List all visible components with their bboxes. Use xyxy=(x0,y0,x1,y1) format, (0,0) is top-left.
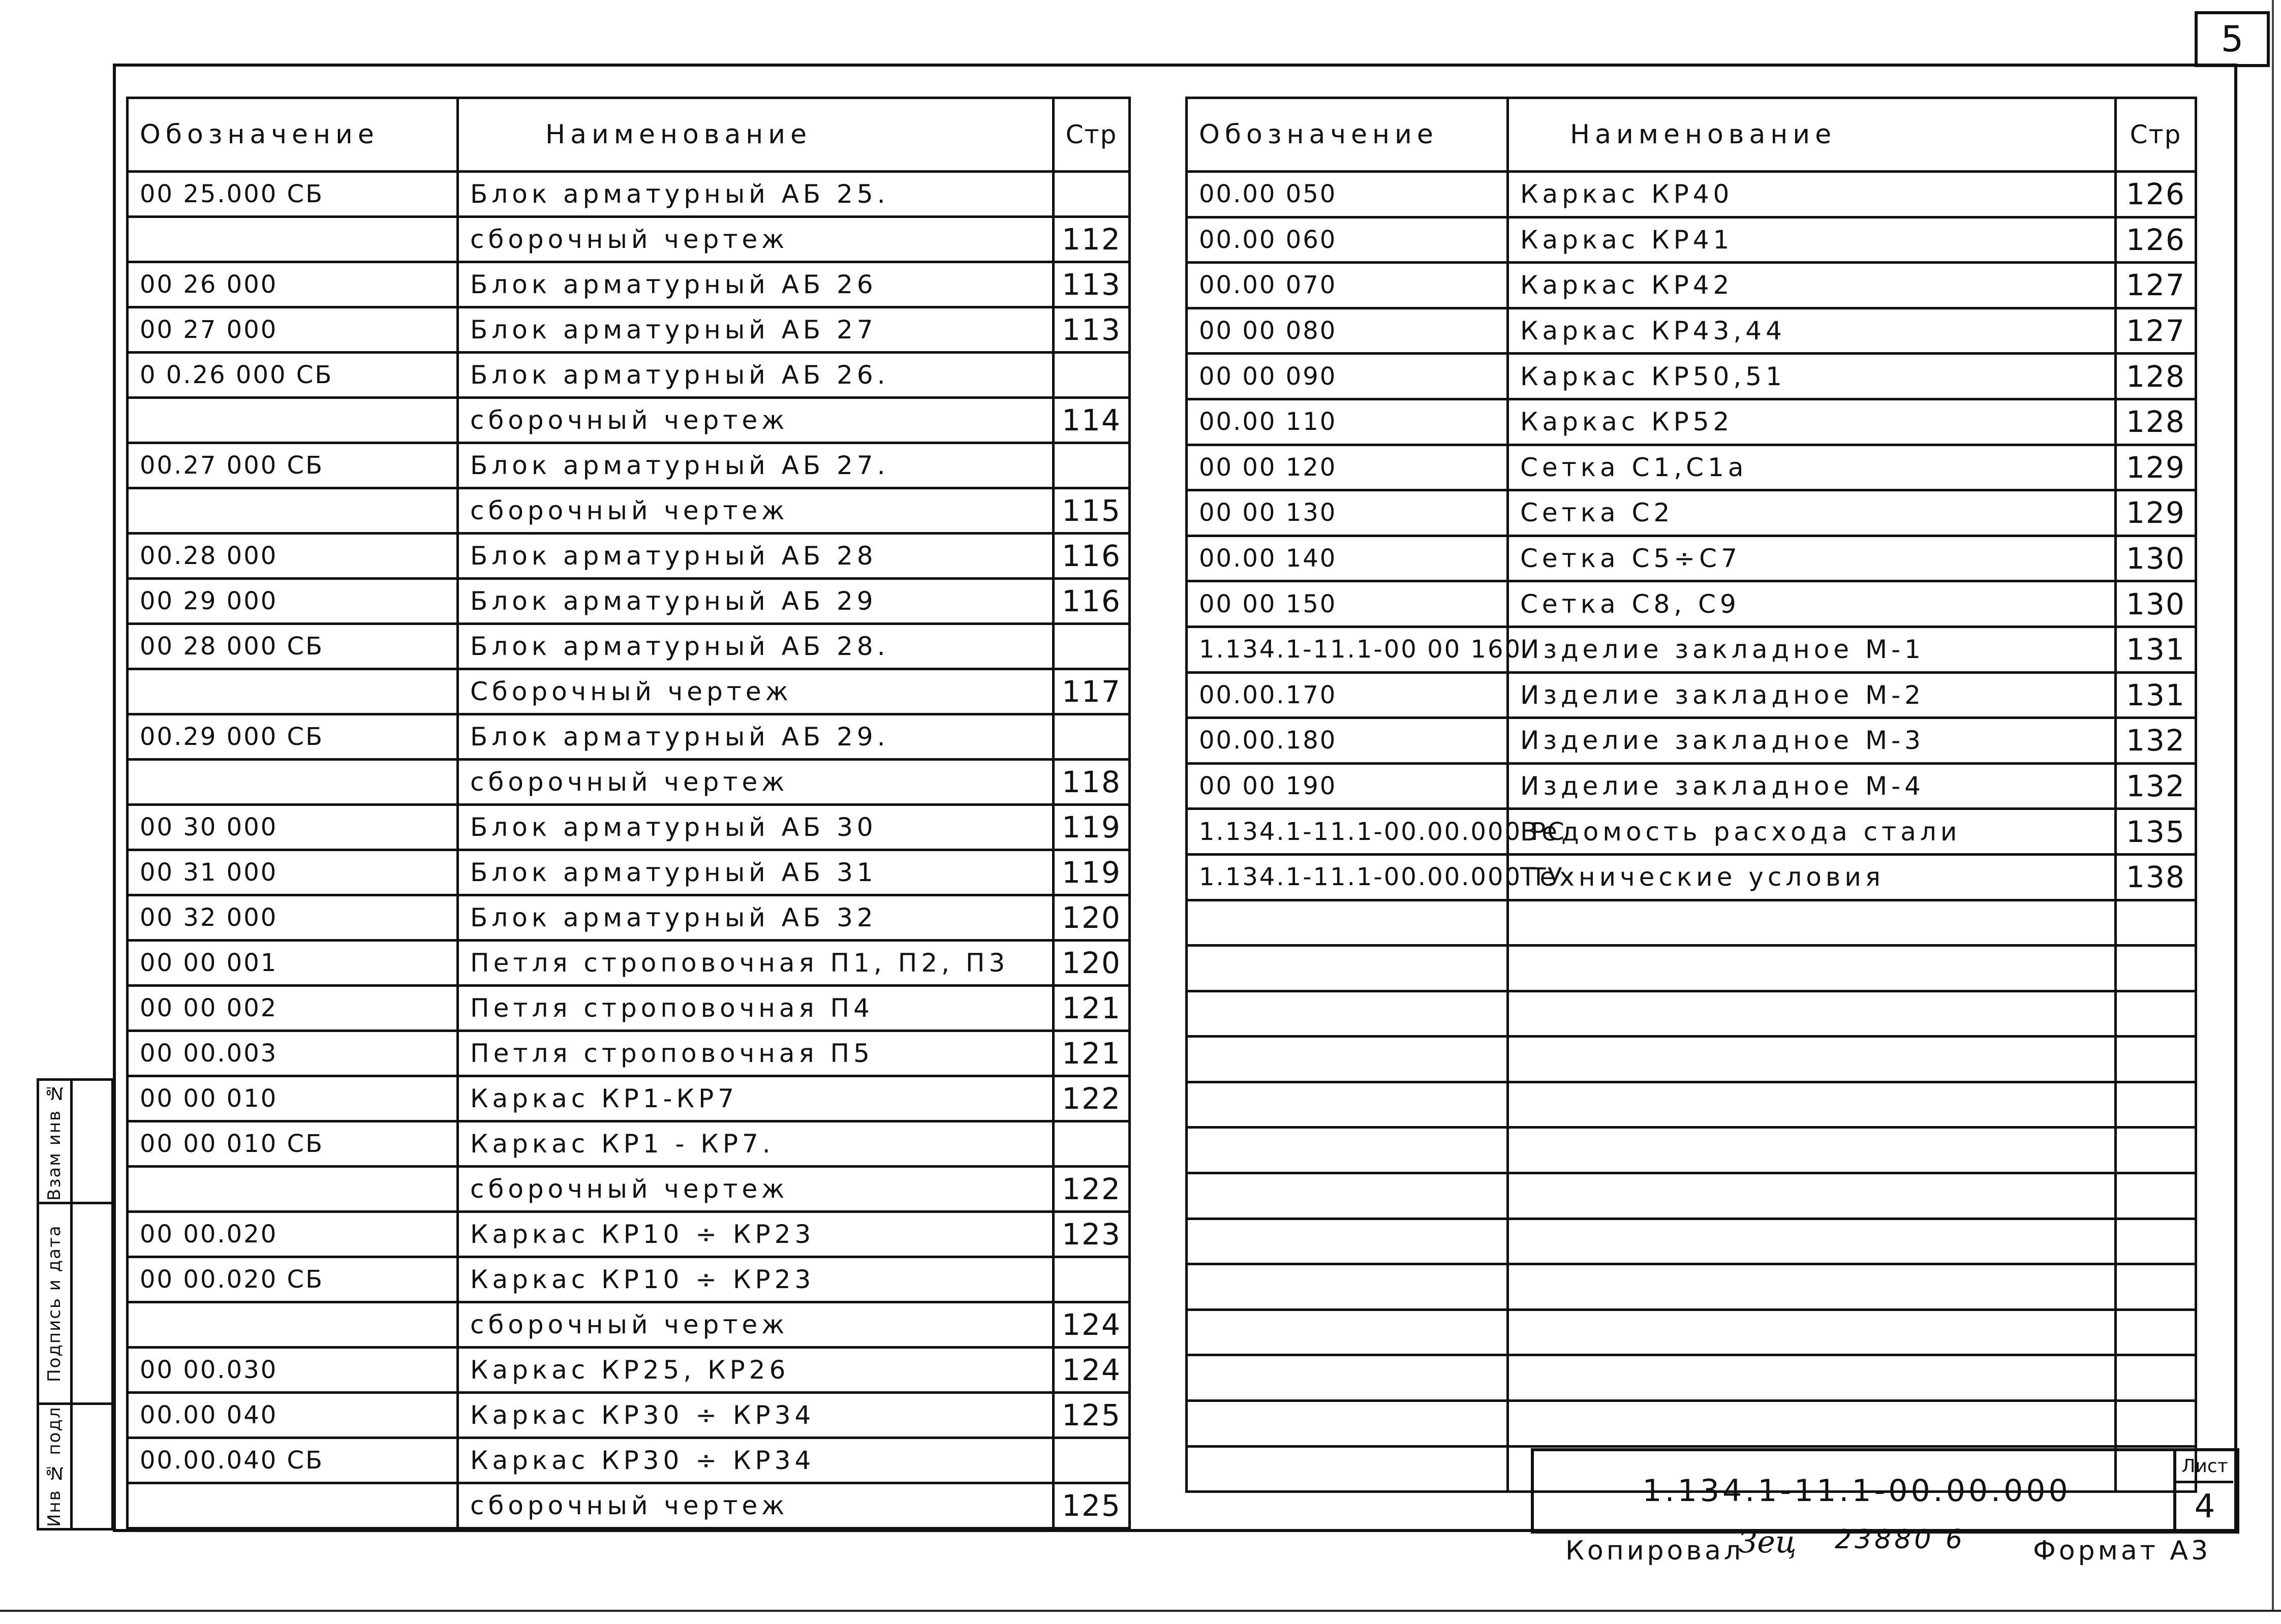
sheet-label: Лист xyxy=(2176,1451,2233,1483)
name-cell: Изделие закладное М-2 xyxy=(1508,672,2116,718)
name-cell: Блок арматурный АБ 32 xyxy=(458,895,1054,941)
name-cell xyxy=(1508,946,2116,991)
designation-cell: 00 00 150 xyxy=(1187,581,1508,627)
designation-cell xyxy=(128,1302,458,1348)
name-cell xyxy=(1508,900,2116,946)
name-cell xyxy=(1508,1355,2116,1401)
page-cell: 112 xyxy=(1054,217,1130,262)
page-cell: 119 xyxy=(1054,805,1130,850)
replacement-inventory-label: Взам инв № xyxy=(44,1082,65,1201)
page-cell: 124 xyxy=(1054,1348,1130,1393)
designation-cell: 0 0.26 000 СБ xyxy=(128,353,458,398)
header-designation: Обозначение xyxy=(1187,98,1508,172)
name-cell: сборочный чертеж xyxy=(458,1483,1054,1528)
name-cell: Каркас КР43,44 xyxy=(1508,308,2116,354)
page-cell xyxy=(1054,1121,1130,1167)
designation-cell: 00 28 000 СБ xyxy=(128,624,458,669)
table-row xyxy=(1187,581,2196,627)
page-cell: 126 xyxy=(2116,217,2196,263)
page-cell: 119 xyxy=(1054,850,1130,895)
designation-cell xyxy=(128,760,458,805)
name-cell: Сетка С5÷С7 xyxy=(1508,536,2116,581)
designation-cell: 00.00 140 xyxy=(1187,536,1508,581)
page-cell: 124 xyxy=(1054,1302,1130,1348)
table-row xyxy=(128,398,1130,443)
page-cell: 126 xyxy=(2116,172,2196,217)
header-name: Наименование xyxy=(458,98,1054,172)
table-row xyxy=(1187,308,2196,354)
designation-cell xyxy=(1187,1173,1508,1219)
designation-cell: 00 27 000 xyxy=(128,307,458,353)
designation-cell: 00.00.170 xyxy=(1187,672,1508,718)
designation-cell: 00 00 130 xyxy=(1187,490,1508,536)
table-row xyxy=(128,353,1130,398)
table-row xyxy=(1187,1128,2196,1173)
designation-cell: 00 00 090 xyxy=(1187,354,1508,399)
table-row xyxy=(128,1076,1130,1121)
bottom-rule xyxy=(0,1610,2281,1612)
designation-cell: 00 32 000 xyxy=(128,895,458,941)
designation-cell: 00 00.030 xyxy=(128,1348,458,1393)
name-cell: Блок арматурный АБ 29 xyxy=(458,579,1054,624)
page-cell: 116 xyxy=(1054,579,1130,624)
designation-cell: 00 00 120 xyxy=(1187,445,1508,490)
page-cell: 116 xyxy=(1054,534,1130,579)
table-row xyxy=(1187,627,2196,672)
page-cell: 138 xyxy=(2116,854,2196,900)
name-cell: сборочный чертеж xyxy=(458,1167,1054,1212)
designation-cell xyxy=(1187,1401,1508,1447)
page-cell: 127 xyxy=(2116,308,2196,354)
name-cell: Блок арматурный АБ 28 xyxy=(458,534,1054,579)
designation-cell xyxy=(1187,946,1508,991)
page-cell: 130 xyxy=(2116,581,2196,627)
designation-cell: 00.27 000 СБ xyxy=(128,443,458,488)
page-cell xyxy=(2116,900,2196,946)
page-cell xyxy=(2116,1037,2196,1082)
page-cell: 122 xyxy=(1054,1167,1130,1212)
page-cell: 114 xyxy=(1054,398,1130,443)
name-cell: Блок арматурный АБ 26. xyxy=(458,353,1054,398)
name-cell: Ведомость расхода стали xyxy=(1508,809,2116,855)
page-number-box xyxy=(2195,11,2270,67)
name-cell: Блок арматурный АБ 28. xyxy=(458,624,1054,669)
name-cell xyxy=(1508,1401,2116,1447)
table-row xyxy=(1187,1082,2196,1128)
table-row xyxy=(1187,172,2196,217)
table-row xyxy=(128,1348,1130,1393)
name-cell: Каркас КР1 - КР7. xyxy=(458,1121,1054,1167)
title-block xyxy=(1531,1448,2239,1534)
page-cell xyxy=(2116,1082,2196,1128)
table-row xyxy=(128,1121,1130,1167)
table-row xyxy=(128,1212,1130,1257)
name-cell: Каркас КР41 xyxy=(1508,217,2116,263)
designation-cell: 00 00 080 xyxy=(1187,308,1508,354)
name-cell: Сборочный чертеж xyxy=(458,669,1054,714)
designation-cell xyxy=(128,1483,458,1528)
name-cell xyxy=(1508,1309,2116,1355)
designation-cell xyxy=(1187,900,1508,946)
designation-cell xyxy=(1187,1309,1508,1355)
page-cell: 123 xyxy=(1054,1212,1130,1257)
header-page: Стр xyxy=(1054,98,1130,172)
designation-cell xyxy=(1187,1446,1508,1492)
designation-cell: 00.00 060 xyxy=(1187,217,1508,263)
designation-cell: 00.00.040 СБ xyxy=(128,1438,458,1483)
page-cell: 113 xyxy=(1054,262,1130,307)
name-cell: Блок арматурный АБ 27. xyxy=(458,443,1054,488)
designation-cell xyxy=(1187,1219,1508,1264)
header-designation: Обозначение xyxy=(128,98,458,172)
table-row xyxy=(128,579,1130,624)
designation-cell: 00.00 110 xyxy=(1187,399,1508,445)
designation-cell xyxy=(128,1167,458,1212)
sheet-number: 4 xyxy=(2194,1488,2215,1525)
order-number: 23880 6 xyxy=(1835,1524,1966,1555)
designation-cell xyxy=(1187,1128,1508,1173)
name-cell: Каркас КР10 ÷ КР23 xyxy=(458,1257,1054,1302)
table-row xyxy=(128,262,1130,307)
document-code: 1.134.1-11.1-00.00.000 xyxy=(1642,1473,2071,1509)
page-cell: 117 xyxy=(1054,669,1130,714)
page-cell: 130 xyxy=(2116,536,2196,581)
page-cell: 129 xyxy=(2116,490,2196,536)
table-row xyxy=(128,1031,1130,1076)
name-cell: Каркас КР30 ÷ КР34 xyxy=(458,1393,1054,1438)
designation-cell: 00 00.020 xyxy=(128,1212,458,1257)
name-cell: Каркас КР1-КР7 xyxy=(458,1076,1054,1121)
page-cell: 115 xyxy=(1054,488,1130,534)
designation-cell: 00 26 000 xyxy=(128,262,458,307)
table-row xyxy=(1187,1401,2196,1447)
designation-cell xyxy=(128,398,458,443)
page-cell xyxy=(2116,1128,2196,1173)
header-name: Наименование xyxy=(1508,98,2116,172)
name-cell: Петля строповочная П5 xyxy=(458,1031,1054,1076)
name-cell: Блок арматурный АБ 29. xyxy=(458,714,1054,760)
name-cell xyxy=(1508,1082,2116,1128)
page-cell xyxy=(1054,1257,1130,1302)
page-cell xyxy=(1054,624,1130,669)
name-cell xyxy=(1508,991,2116,1037)
page-cell: 113 xyxy=(1054,307,1130,353)
page-cell xyxy=(2116,946,2196,991)
table-row xyxy=(128,443,1130,488)
name-cell: Изделие закладное М-4 xyxy=(1508,763,2116,809)
page-cell xyxy=(1054,443,1130,488)
sheet-edge-line xyxy=(2272,0,2274,1610)
name-cell: Каркас КР50,51 xyxy=(1508,354,2116,399)
designation-cell xyxy=(1187,991,1508,1037)
name-cell: Изделие закладное М-3 xyxy=(1508,718,2116,764)
table-row xyxy=(1187,1309,2196,1355)
table-row xyxy=(1187,445,2196,490)
table-row xyxy=(128,534,1130,579)
page-cell xyxy=(1054,1438,1130,1483)
table-row xyxy=(128,760,1130,805)
name-cell: Сетка С1,С1а xyxy=(1508,445,2116,490)
margin-stamp xyxy=(37,1078,114,1531)
name-cell: сборочный чертеж xyxy=(458,488,1054,534)
table-row xyxy=(128,488,1130,534)
name-cell: Каркас КР25, КР26 xyxy=(458,1348,1054,1393)
table-row xyxy=(128,217,1130,262)
designation-cell: 1.134.1-11.1-00.00.000 ТУ xyxy=(1187,854,1508,900)
page-cell: 129 xyxy=(2116,445,2196,490)
page-cell: 120 xyxy=(1054,941,1130,986)
page-cell xyxy=(1054,353,1130,398)
page-cell: 125 xyxy=(1054,1483,1130,1528)
name-cell xyxy=(1508,1037,2116,1082)
designation-cell xyxy=(1187,1037,1508,1082)
name-cell xyxy=(1508,1219,2116,1264)
designation-cell: 00 00 010 СБ xyxy=(128,1121,458,1167)
page-cell xyxy=(1054,714,1130,760)
copier-signature: Зец xyxy=(1738,1524,1797,1560)
designation-cell xyxy=(1187,1082,1508,1128)
table-row xyxy=(1187,1355,2196,1401)
name-cell: Сетка С8, С9 xyxy=(1508,581,2116,627)
designation-cell xyxy=(128,488,458,534)
table-row xyxy=(128,714,1130,760)
left-contents-table xyxy=(126,97,1131,1529)
table-row xyxy=(128,941,1130,986)
designation-cell: 00.00 070 xyxy=(1187,263,1508,308)
table-row xyxy=(1187,1173,2196,1219)
table-row xyxy=(1187,1037,2196,1082)
name-cell xyxy=(1508,1128,2116,1173)
table-row xyxy=(1187,490,2196,536)
name-cell: Блок арматурный АБ 31 xyxy=(458,850,1054,895)
page-cell xyxy=(2116,1264,2196,1310)
table-row xyxy=(128,1167,1130,1212)
table-row xyxy=(1187,809,2196,855)
name-cell: Каркас КР10 ÷ КР23 xyxy=(458,1212,1054,1257)
table-row xyxy=(128,1483,1130,1528)
name-cell: сборочный чертеж xyxy=(458,398,1054,443)
designation-cell: 00 31 000 xyxy=(128,850,458,895)
format-label: Формат А3 xyxy=(2033,1536,2211,1566)
name-cell: Сетка С2 xyxy=(1508,490,2116,536)
designation-cell xyxy=(128,669,458,714)
page-cell: 127 xyxy=(2116,263,2196,308)
table-row xyxy=(1187,946,2196,991)
name-cell xyxy=(1508,1264,2116,1310)
name-cell: Технические условия xyxy=(1508,854,2116,900)
table-row xyxy=(1187,900,2196,946)
name-cell: Блок арматурный АБ 30 xyxy=(458,805,1054,850)
page-cell xyxy=(2116,1355,2196,1401)
table-row xyxy=(1187,854,2196,900)
table-row xyxy=(1187,718,2196,764)
table-row xyxy=(1187,1219,2196,1264)
copied-by-label: Копировал xyxy=(1565,1536,1744,1566)
table-row xyxy=(128,986,1130,1031)
table-row xyxy=(1187,991,2196,1037)
table-row xyxy=(128,895,1130,941)
name-cell: Петля строповочная П1, П2, П3 xyxy=(458,941,1054,986)
name-cell: Блок арматурный АБ 27 xyxy=(458,307,1054,353)
name-cell: сборочный чертеж xyxy=(458,1302,1054,1348)
name-cell: Каркас КР40 xyxy=(1508,172,2116,217)
designation-cell xyxy=(128,217,458,262)
page-cell: 121 xyxy=(1054,986,1130,1031)
page-number: 5 xyxy=(2221,18,2244,60)
page-cell: 128 xyxy=(2116,399,2196,445)
designation-cell: 00 00 002 xyxy=(128,986,458,1031)
designation-cell: 00 00 190 xyxy=(1187,763,1508,809)
table-row xyxy=(1187,217,2196,263)
table-row xyxy=(1187,672,2196,718)
table-row xyxy=(128,307,1130,353)
table-row xyxy=(1187,763,2196,809)
name-cell: Каркас КР42 xyxy=(1508,263,2116,308)
table-row xyxy=(128,1302,1130,1348)
page-cell: 132 xyxy=(2116,763,2196,809)
page-cell xyxy=(2116,1309,2196,1355)
table-row xyxy=(1187,354,2196,399)
table-row xyxy=(128,624,1130,669)
signature-date-label: Подпись и дата xyxy=(44,1225,65,1382)
designation-cell: 00 00.003 xyxy=(128,1031,458,1076)
designation-cell xyxy=(1187,1355,1508,1401)
designation-cell xyxy=(1187,1264,1508,1310)
designation-cell: 00.00 040 xyxy=(128,1393,458,1438)
designation-cell: 00 00 010 xyxy=(128,1076,458,1121)
designation-cell: 00 30 000 xyxy=(128,805,458,850)
designation-cell: 00 29 000 xyxy=(128,579,458,624)
table-header-row xyxy=(128,98,1130,172)
name-cell: Блок арматурный АБ 25. xyxy=(458,172,1054,217)
table-row xyxy=(1187,263,2196,308)
name-cell: Каркас КР52 xyxy=(1508,399,2116,445)
designation-cell: 00 25.000 СБ xyxy=(128,172,458,217)
designation-cell: 1.134.1-11.1-00 00 160 xyxy=(1187,627,1508,672)
table-row xyxy=(1187,399,2196,445)
sheet-cell xyxy=(2173,1451,2236,1531)
table-row xyxy=(128,1257,1130,1302)
right-contents-table xyxy=(1185,97,2197,1493)
designation-cell: 00.28 000 xyxy=(128,534,458,579)
page-cell xyxy=(2116,991,2196,1037)
table-row xyxy=(1187,1264,2196,1310)
designation-cell: 00.00 050 xyxy=(1187,172,1508,217)
name-cell: сборочный чертеж xyxy=(458,217,1054,262)
page-cell: 128 xyxy=(2116,354,2196,399)
page-cell xyxy=(1054,172,1130,217)
name-cell: Петля строповочная П4 xyxy=(458,986,1054,1031)
name-cell: сборочный чертеж xyxy=(458,760,1054,805)
header-page: Стр xyxy=(2116,98,2196,172)
designation-cell: 00 00 001 xyxy=(128,941,458,986)
page-cell: 131 xyxy=(2116,672,2196,718)
page-cell: 135 xyxy=(2116,809,2196,855)
page-cell xyxy=(2116,1219,2196,1264)
page-cell: 132 xyxy=(2116,718,2196,764)
page-cell: 122 xyxy=(1054,1076,1130,1121)
table-row xyxy=(128,1393,1130,1438)
designation-cell: 00 00.020 СБ xyxy=(128,1257,458,1302)
table-row xyxy=(128,669,1130,714)
designation-cell: 00.29 000 СБ xyxy=(128,714,458,760)
designation-cell: 00.00.180 xyxy=(1187,718,1508,764)
page-cell: 121 xyxy=(1054,1031,1130,1076)
name-cell: Изделие закладное М-1 xyxy=(1508,627,2116,672)
name-cell: Блок арматурный АБ 26 xyxy=(458,262,1054,307)
page-cell: 120 xyxy=(1054,895,1130,941)
table-row xyxy=(128,850,1130,895)
page-cell: 131 xyxy=(2116,627,2196,672)
table-row xyxy=(1187,536,2196,581)
page-cell: 118 xyxy=(1054,760,1130,805)
page-cell xyxy=(2116,1401,2196,1447)
table-header-row xyxy=(1187,98,2196,172)
designation-cell: 1.134.1-11.1-00.00.000 РС xyxy=(1187,809,1508,855)
table-row xyxy=(128,1438,1130,1483)
original-inventory-label: Инв № подл xyxy=(44,1406,65,1527)
table-row xyxy=(128,172,1130,217)
page-cell xyxy=(2116,1173,2196,1219)
page-cell: 125 xyxy=(1054,1393,1130,1438)
name-cell xyxy=(1508,1173,2116,1219)
table-row xyxy=(128,805,1130,850)
name-cell: Каркас КР30 ÷ КР34 xyxy=(458,1438,1054,1483)
